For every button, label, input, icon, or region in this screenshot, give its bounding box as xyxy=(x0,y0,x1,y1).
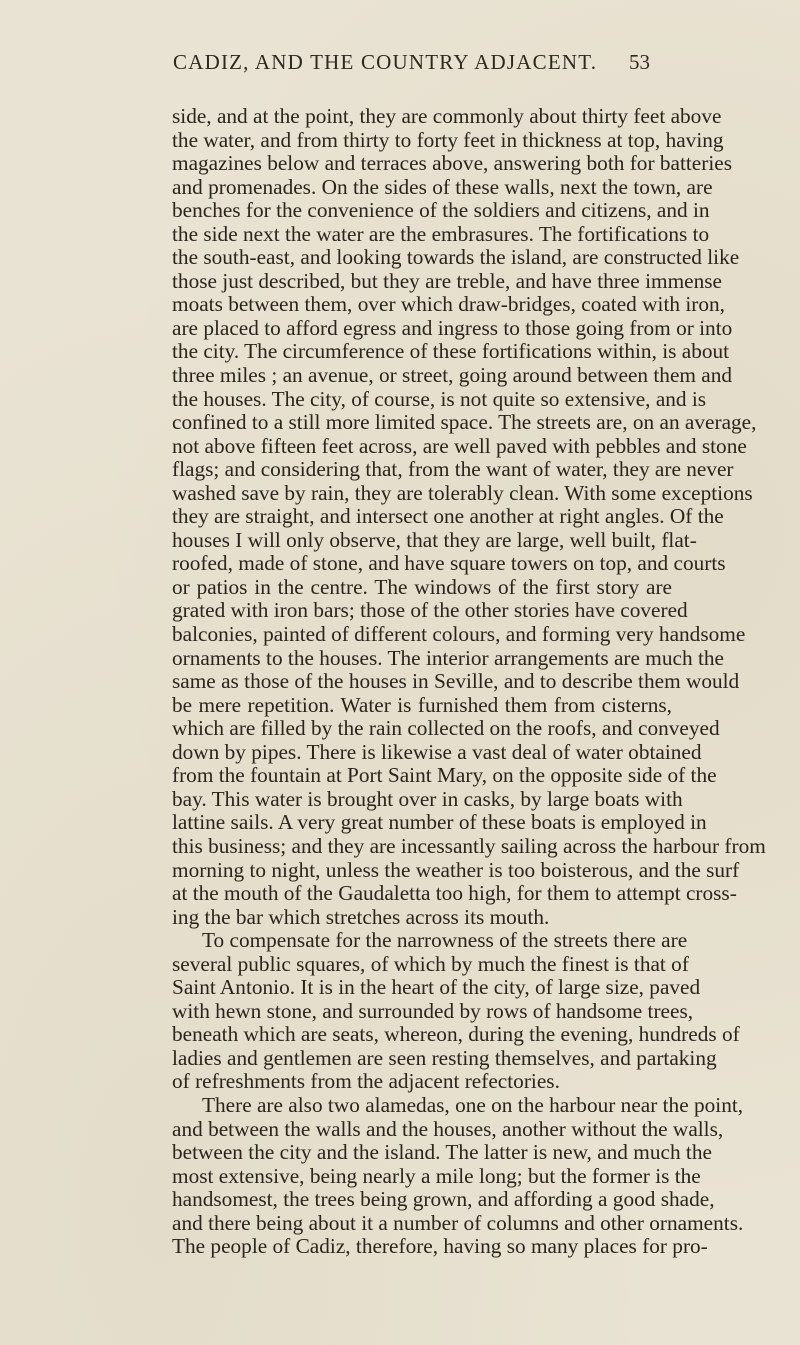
paragraph-first-line: There are also two alamedas, one on the harbour near the point, xyxy=(202,1092,744,1117)
text-line: at the mouth of the Gaudaletta too high, for them to attempt cross- xyxy=(172,881,737,906)
text-line: roofed, made of stone, and have square towers on top, and courts xyxy=(172,551,726,576)
text-line: and there being about it a number of columns and other ornaments. xyxy=(172,1210,744,1235)
text-line: down by pipes. There is likewise a vast deal of water obtained xyxy=(172,739,702,764)
text-line: magazines below and terraces above, answering both for batteries xyxy=(172,151,732,176)
text-line: houses I will only observe, that they are large, well built, flat- xyxy=(172,527,697,552)
text-line: and between the walls and the houses, another without the walls, xyxy=(172,1116,724,1141)
text-line: bay. This water is brought over in casks, by large boats with xyxy=(172,786,683,811)
body-text xyxy=(172,104,766,1259)
text-line: same as those of the houses in Seville, and to describe them would xyxy=(172,669,740,694)
text-line: several public squares, of which by much the finest is that of xyxy=(172,951,689,976)
text-line: or patios in the centre. The windows of the first story are xyxy=(172,574,672,599)
text-line: benches for the convenience of the soldiers and citizens, and in xyxy=(172,198,710,223)
page-number: 53 xyxy=(629,50,650,74)
text-line: handsomest, the trees being grown, and affording a good shade, xyxy=(172,1187,715,1212)
text-line: are placed to afford egress and ingress to those going from or into xyxy=(172,315,733,340)
paragraph-first-line: To compensate for the narrowness of the streets there are xyxy=(202,928,688,953)
paragraph-last-line: of refreshments from the adjacent refectories. xyxy=(172,1069,560,1094)
text-line: and promenades. On the sides of these walls, next the town, are xyxy=(172,174,713,199)
text-line: ornaments to the houses. The interior arrangements are much the xyxy=(172,645,724,670)
text-line: the water, and from thirty to forty feet in thickness at top, having xyxy=(172,127,724,152)
text-line: flags; and considering that, from the want of water, they are never xyxy=(172,457,734,482)
text-line: which are filled by the rain collected on the roofs, and conveyed xyxy=(172,716,720,741)
text-line: those just described, but they are treble, and have three immense xyxy=(172,268,722,293)
paragraph-last-line: ing the bar which stretches across its mouth. xyxy=(172,904,550,929)
text-line: between the city and the island. The latter is new, and much the xyxy=(172,1140,712,1165)
text-line: The people of Cadiz, therefore, having so many places for pro- xyxy=(172,1234,708,1259)
running-header xyxy=(173,50,650,82)
text-line: three miles ; an avenue, or street, going around between them and xyxy=(172,363,733,388)
text-line: not above fifteen feet across, are well paved with pebbles and stone xyxy=(172,433,747,458)
text-line: the side next the water are the embrasures. The fortifications to xyxy=(172,221,710,246)
text-line: the houses. The city, of course, is not quite so extensive, and is xyxy=(172,386,707,411)
text-line: moats between them, over which draw-bridges, coated with iron, xyxy=(172,292,725,317)
text-line: balconies, painted of different colours, and forming very handsome xyxy=(172,622,746,647)
text-line: most extensive, being nearly a mile long; but the former is the xyxy=(172,1163,701,1188)
text-line: lattine sails. A very great number of these boats is employed in xyxy=(172,810,707,835)
text-line: the south-east, and looking towards the island, are constructed like xyxy=(172,245,740,270)
text-line: they are straight, and intersect one another at right angles. Of the xyxy=(172,504,724,529)
text-line: ladies and gentlemen are seen resting themselves, and partaking xyxy=(172,1045,717,1070)
text-line: grated with iron bars; those of the other stories have covered xyxy=(172,598,688,623)
text-line: this business; and they are incessantly sailing across the harbour from xyxy=(172,833,766,858)
text-line: morning to night, unless the weather is too boisterous, and the surf xyxy=(172,857,740,882)
text-line: be mere repetition. Water is furnished them from cisterns, xyxy=(172,692,672,717)
text-line: side, and at the point, they are commonly about thirty feet above xyxy=(172,104,722,128)
running-title: CADIZ, AND THE COUNTRY ADJACENT. xyxy=(173,50,598,74)
text-line: washed save by rain, they are tolerably clean. With some exceptions xyxy=(172,480,753,505)
text-line: beneath which are seats, whereon, during the evening, hundreds of xyxy=(172,1022,740,1047)
text-line: with hewn stone, and surrounded by rows of handsome trees, xyxy=(172,998,694,1023)
text-line: confined to a still more limited space. The streets are, on an average, xyxy=(172,410,757,435)
text-line: the city. The circumference of these fortifications within, is about xyxy=(172,339,730,364)
text-line: from the fountain at Port Saint Mary, on the opposite side of the xyxy=(172,763,717,788)
text-line: Saint Antonio. It is in the heart of the city, of large size, paved xyxy=(172,975,701,1000)
